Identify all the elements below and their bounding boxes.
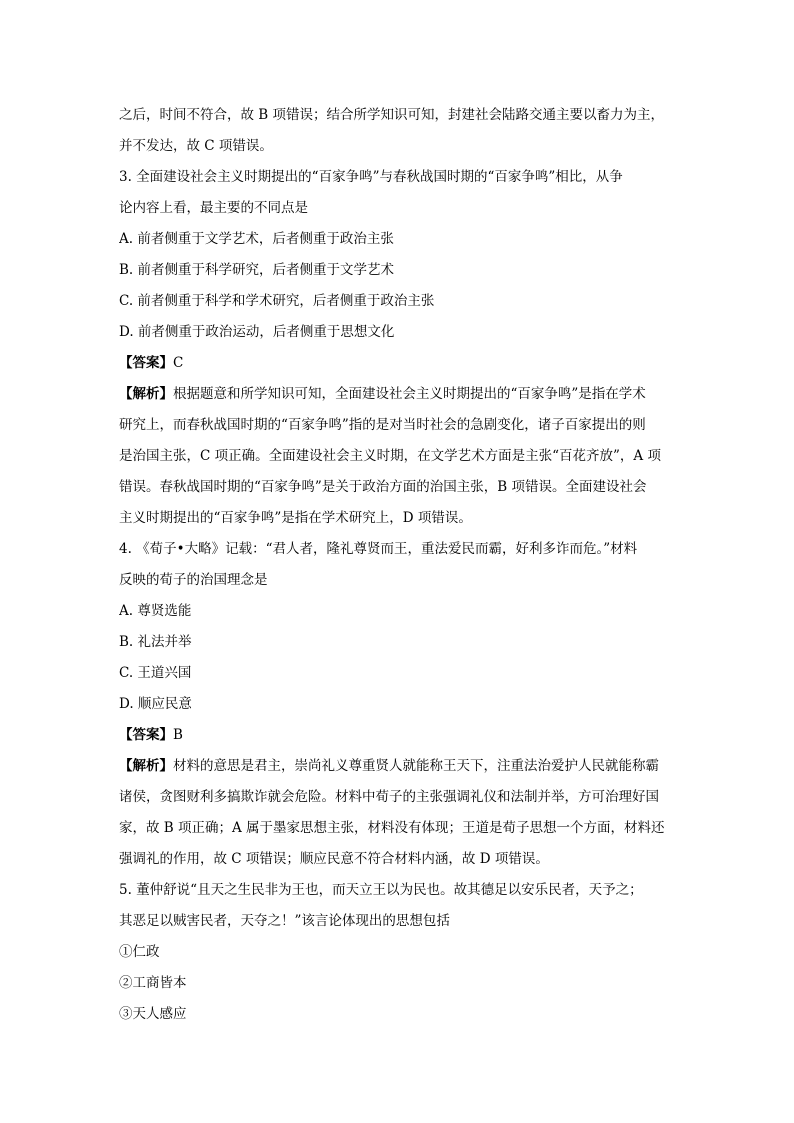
paragraph [119, 534, 679, 596]
line-text: 其恶足以贼害民者，天夺之！”该言论体现出的思想包括 [119, 913, 450, 929]
text-line [119, 813, 679, 844]
paragraph [119, 875, 679, 937]
line-text: ①仁政 [119, 944, 160, 960]
text-line [119, 658, 679, 689]
line-text: 主义时期提出的“百家争鸣”是指在学术研究上，D 项错误。 [119, 510, 472, 526]
text-line [119, 224, 679, 255]
labeled-paragraph [119, 379, 679, 534]
text-line [119, 937, 679, 968]
line-text: A. 尊贤选能 [119, 603, 192, 619]
line-text: 4. 《荀子•大略》记载：“君人者，隆礼尊贤而王，重法爱民而霸，好利多诈而危。”材料 [119, 541, 638, 557]
line-text: 之后，时间不符合，故 B 项错误；结合所学知识可知，封建社会陆路交通主要以畜力为主， [119, 107, 665, 123]
paragraph [119, 999, 679, 1030]
line-text: ②工商皆本 [119, 975, 187, 991]
text-line [119, 999, 679, 1030]
section-label: 【答案】 [119, 727, 173, 743]
text-line [119, 689, 679, 720]
line-text: 3. 全面建设社会主义时期提出的“百家争鸣”与春秋战国时期的“百家争鸣”相比，从争 [119, 169, 623, 185]
line-text: 是治国主张，C 项正确。全面建设社会主义时期，在文学艺术方面是主张“百花齐放”，A 项 [119, 448, 661, 464]
text-line [119, 286, 679, 317]
line-text: D. 顺应民意 [119, 696, 192, 712]
line-text: 错误。春秋战国时期的“百家争鸣”是关于政治方面的治国主张，B 项错误。全面建设社会 [119, 479, 647, 495]
line-text: 根据题意和所学知识可知，全面建设社会主义时期提出的“百家争鸣”是指在学术 [173, 386, 646, 402]
paragraph [119, 162, 679, 224]
line-text: C. 王道兴国 [119, 665, 192, 681]
line-text: 材料的意思是君主，崇尚礼义尊重贤人就能称王天下，注重法治爱护人民就能称霸 [173, 758, 659, 774]
text-line [119, 720, 679, 751]
text-line [119, 472, 679, 503]
text-line [119, 317, 679, 348]
paragraph [119, 689, 679, 720]
paragraph [119, 658, 679, 689]
text-line [119, 255, 679, 286]
paragraph [119, 596, 679, 627]
paragraph [119, 224, 679, 255]
text-line [119, 844, 679, 875]
text-line [119, 100, 679, 131]
section-label: 【答案】 [119, 355, 173, 371]
paragraph [119, 255, 679, 286]
text-line [119, 968, 679, 999]
line-text: 家，故 B 项正确；A 属于墨家思想主张，材料没有体现；王道是荀子思想一个方面，材料还 [119, 820, 665, 836]
text-line [119, 627, 679, 658]
section-label: 【解析】 [119, 758, 173, 774]
paragraph [119, 100, 679, 162]
text-line [119, 782, 679, 813]
line-text: 反映的荀子的治国理念是 [119, 572, 268, 588]
paragraph [119, 627, 679, 658]
text-line [119, 348, 679, 379]
line-text: B. 前者侧重于科学研究，后者侧重于文学艺术 [119, 262, 395, 278]
text-line [119, 162, 679, 193]
paragraph [119, 286, 679, 317]
text-line [119, 906, 679, 937]
line-text: 5. 董仲舒说“且天之生民非为王也，而天立王以为民也。故其德足以安乐民者，天予之； [119, 882, 643, 898]
line-text: A. 前者侧重于文学艺术，后者侧重于政治主张 [119, 231, 394, 247]
line-text: C. 前者侧重于科学和学术研究，后者侧重于政治主张 [119, 293, 435, 309]
text-line [119, 875, 679, 906]
section-label: 【解析】 [119, 386, 173, 402]
text-line [119, 410, 679, 441]
line-text: D. 前者侧重于政治运动，后者侧重于思想文化 [119, 324, 395, 340]
line-text: 研究上，而春秋战国时期的“百家争鸣”指的是对当时社会的急剧变化，诸子百家提出的则 [119, 417, 646, 433]
text-line [119, 503, 679, 534]
text-line [119, 751, 679, 782]
text-line [119, 193, 679, 224]
document-body [119, 100, 679, 1030]
paragraph [119, 968, 679, 999]
text-line [119, 565, 679, 596]
line-text: 强调礼的作用，故 C 项错误；顺应民意不符合材料内涵，故 D 项错误。 [119, 851, 549, 867]
labeled-paragraph [119, 720, 679, 751]
line-text: ③天人感应 [119, 1006, 187, 1022]
text-line [119, 596, 679, 627]
paragraph [119, 317, 679, 348]
labeled-paragraph [119, 751, 679, 875]
line-text: C [173, 355, 184, 371]
text-line [119, 379, 679, 410]
line-text: B [173, 727, 183, 743]
line-text: B. 礼法并举 [119, 634, 192, 650]
line-text: 诸侯，贪图财利多搞欺诈就会危险。材料中荀子的主张强调礼仪和法制并举，方可治理好国 [119, 789, 659, 805]
line-text: 论内容上看，最主要的不同点是 [119, 200, 308, 216]
text-line [119, 441, 679, 472]
paragraph [119, 937, 679, 968]
text-line [119, 534, 679, 565]
line-text: 并不发达，故 C 项错误。 [119, 138, 273, 154]
labeled-paragraph [119, 348, 679, 379]
text-line [119, 131, 679, 162]
